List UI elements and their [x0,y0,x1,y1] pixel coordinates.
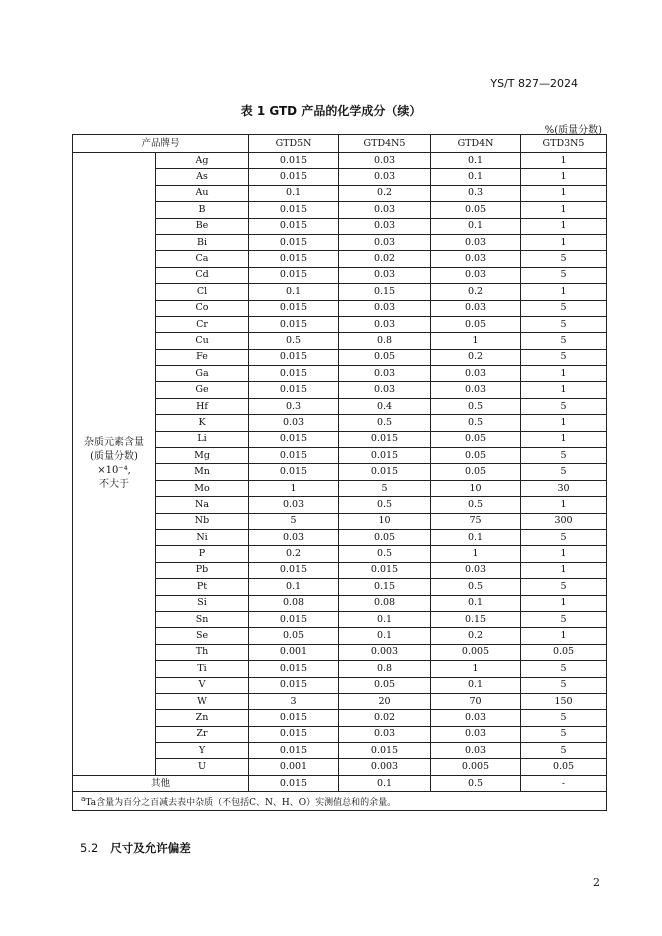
grade-header: GTD4N [431,135,521,153]
value-cell: 0.015 [249,677,339,693]
element-cell: As [156,169,249,185]
value-cell: 0.2 [249,546,339,562]
value-cell: 0.03 [431,234,521,250]
value-cell: 0.015 [249,710,339,726]
value-cell: 5 [521,726,607,742]
value-cell: 0.15 [339,579,431,595]
value-cell: 0.05 [431,431,521,447]
value-cell: 0.1 [431,677,521,693]
element-cell: W [156,693,249,709]
value-cell: 0.05 [431,448,521,464]
value-cell: 0.015 [249,431,339,447]
value-cell: 0.015 [249,234,339,250]
element-cell: K [156,415,249,431]
element-cell: Ga [156,366,249,382]
value-cell: 20 [339,693,431,709]
element-cell: Ge [156,382,249,398]
value-cell: 1 [431,546,521,562]
header-label: 产品牌号 [73,135,249,153]
value-cell: 5 [521,267,607,283]
value-cell: 1 [521,153,607,169]
value-cell: 0.03 [339,300,431,316]
impurity-group-label [73,153,156,776]
table-row [73,775,607,791]
value-cell: 0.015 [249,267,339,283]
unit-note: %(质量分数) [544,125,602,136]
value-cell: 5 [521,349,607,365]
value-cell: 0.2 [339,185,431,201]
value-cell: 0.03 [249,415,339,431]
value-cell: 0.015 [249,562,339,578]
element-cell: Li [156,431,249,447]
value-cell: 5 [339,480,431,496]
value-cell: 5 [521,448,607,464]
value-cell: 5 [521,579,607,595]
value-cell: 0.03 [431,366,521,382]
value-cell: 0.08 [249,595,339,611]
footnote-row [73,792,607,811]
group-label-line: 不大于 [99,478,129,490]
value-cell: 0.03 [339,267,431,283]
element-cell: Pb [156,562,249,578]
value-cell: 0.03 [339,153,431,169]
grade-header: GTD3N5 [521,135,607,153]
value-cell: 5 [249,513,339,529]
value-cell: 0.015 [249,382,339,398]
value-cell: 0.05 [521,759,607,775]
value-cell: 0.005 [431,759,521,775]
value-cell: 0.5 [431,497,521,513]
value-cell: 0.05 [431,464,521,480]
value-cell: 0.03 [339,366,431,382]
value-cell: 5 [521,743,607,759]
value-cell: 0.015 [249,300,339,316]
value-cell: 5 [521,710,607,726]
value-cell: 0.5 [249,333,339,349]
element-cell: Mn [156,464,249,480]
element-cell: Na [156,497,249,513]
value-cell: 0.15 [339,284,431,300]
value-cell: 0.2 [431,628,521,644]
value-cell: 0.003 [339,759,431,775]
section-number: 5.2 [80,841,99,855]
value-cell: 0.03 [431,743,521,759]
value-cell: 0.03 [431,267,521,283]
group-label-line: 杂质元素含量 [84,436,144,448]
value-cell: 0.03 [431,710,521,726]
value-cell: 5 [521,398,607,414]
value-cell: 1 [521,284,607,300]
value-cell: 0.1 [249,185,339,201]
value-cell: 0.03 [339,218,431,234]
value-cell: 1 [431,333,521,349]
value-cell: 1 [521,431,607,447]
value-cell: 150 [521,693,607,709]
element-cell: P [156,546,249,562]
value-cell: 0.03 [339,234,431,250]
element-cell: B [156,202,249,218]
value-cell: 0.03 [431,726,521,742]
value-cell: 5 [521,677,607,693]
value-cell: 0.015 [249,169,339,185]
element-cell: U [156,759,249,775]
value-cell: 0.1 [339,775,431,791]
element-cell: Zn [156,710,249,726]
value-cell: 0.015 [249,611,339,627]
value-cell: 1 [521,415,607,431]
value-cell: 0.03 [431,562,521,578]
value-cell: 0.3 [431,185,521,201]
value-cell: 0.1 [431,595,521,611]
value-cell: 0.5 [431,579,521,595]
value-cell: 5 [521,333,607,349]
value-cell: 0.5 [431,775,521,791]
element-cell: Cu [156,333,249,349]
value-cell: 0.015 [249,202,339,218]
value-cell: 0.005 [431,644,521,660]
value-cell: 0.015 [249,153,339,169]
value-cell: 0.03 [431,382,521,398]
value-cell: 0.03 [431,251,521,267]
value-cell: 0.001 [249,644,339,660]
value-cell: 0.4 [339,398,431,414]
element-cell: Cd [156,267,249,283]
element-cell: Si [156,595,249,611]
value-cell: 0.1 [431,529,521,545]
element-cell: Cr [156,316,249,332]
value-cell: 1 [521,169,607,185]
value-cell: 30 [521,480,607,496]
element-cell: Fe [156,349,249,365]
value-cell: 5 [521,529,607,545]
value-cell: 0.2 [431,349,521,365]
value-cell: 0.03 [339,726,431,742]
value-cell: 0.08 [339,595,431,611]
value-cell: 1 [521,497,607,513]
value-cell: 0.1 [249,579,339,595]
element-cell: Nb [156,513,249,529]
standard-code: YS/T 827—2024 [490,77,578,90]
element-cell: Au [156,185,249,201]
element-cell: Se [156,628,249,644]
grade-header: GTD4N5 [339,135,431,153]
value-cell: 0.5 [339,546,431,562]
value-cell: 75 [431,513,521,529]
value-cell: 1 [521,202,607,218]
value-cell: 0.5 [431,415,521,431]
value-cell: 1 [431,661,521,677]
value-cell: 0.1 [431,153,521,169]
footnote-marker: a [81,794,86,804]
value-cell: 0.03 [339,382,431,398]
value-cell: 0.015 [249,349,339,365]
value-cell: 0.1 [339,611,431,627]
value-cell: 0.015 [249,251,339,267]
value-cell: 5 [521,300,607,316]
group-label-line: ×10⁻⁴, [97,464,131,476]
footnote-cell [73,792,607,811]
value-cell: 0.2 [431,284,521,300]
value-cell: 1 [249,480,339,496]
table-body [73,153,607,811]
value-cell: 0.015 [249,726,339,742]
value-cell: 0.5 [431,398,521,414]
value-cell: 0.03 [249,529,339,545]
value-cell: 70 [431,693,521,709]
value-cell: 0.015 [339,562,431,578]
value-cell: 0.05 [339,529,431,545]
value-cell: 3 [249,693,339,709]
value-cell: 0.015 [339,743,431,759]
value-cell: 0.015 [339,431,431,447]
value-cell: 0.015 [249,775,339,791]
page-number: 2 [593,876,600,889]
value-cell: 0.05 [521,644,607,660]
value-cell: 1 [521,546,607,562]
value-cell: 0.05 [431,316,521,332]
value-cell: 0.015 [249,316,339,332]
value-cell: 0.02 [339,710,431,726]
element-cell: Be [156,218,249,234]
element-cell: Bi [156,234,249,250]
value-cell: 0.015 [249,448,339,464]
value-cell: 0.003 [339,644,431,660]
value-cell: 1 [521,562,607,578]
value-cell: 1 [521,218,607,234]
value-cell: 1 [521,595,607,611]
composition-table [72,134,607,811]
value-cell: 5 [521,611,607,627]
value-cell: 0.015 [339,464,431,480]
value-cell: 5 [521,464,607,480]
value-cell: 0.5 [339,497,431,513]
value-cell: 0.015 [249,464,339,480]
value-cell: 1 [521,628,607,644]
value-cell: 0.1 [431,169,521,185]
element-cell: 其他 [73,775,249,791]
value-cell: 0.1 [431,218,521,234]
value-cell: 5 [521,251,607,267]
value-cell: 0.015 [249,661,339,677]
value-cell: - [521,775,607,791]
element-cell: V [156,677,249,693]
value-cell: 1 [521,234,607,250]
group-label-line: (质量分数) [90,450,138,462]
value-cell: 0.3 [249,398,339,414]
value-cell: 0.05 [339,677,431,693]
value-cell: 0.03 [339,316,431,332]
value-cell: 300 [521,513,607,529]
value-cell: 0.02 [339,251,431,267]
value-cell: 0.015 [249,218,339,234]
element-cell: Sn [156,611,249,627]
element-cell: Cl [156,284,249,300]
table-row [73,153,607,169]
value-cell: 1 [521,185,607,201]
element-cell: Hf [156,398,249,414]
value-cell: 1 [521,366,607,382]
element-cell: Y [156,743,249,759]
grade-header: GTD5N [249,135,339,153]
value-cell: 0.15 [431,611,521,627]
value-cell: 0.03 [339,169,431,185]
section-heading [80,840,191,856]
value-cell: 0.1 [339,628,431,644]
value-cell: 0.05 [431,202,521,218]
element-cell: Ni [156,529,249,545]
value-cell: 10 [339,513,431,529]
value-cell: 0.05 [249,628,339,644]
value-cell: 0.015 [339,448,431,464]
table-title: 表 1 GTD 产品的化学成分（续） [240,104,422,118]
value-cell: 0.8 [339,661,431,677]
element-cell: Mg [156,448,249,464]
section-title: 尺寸及允许偏差 [110,841,191,855]
element-cell: Ti [156,661,249,677]
value-cell: 5 [521,316,607,332]
element-cell: Ag [156,153,249,169]
value-cell: 0.8 [339,333,431,349]
element-cell: Pt [156,579,249,595]
value-cell: 0.015 [249,366,339,382]
value-cell: 0.1 [249,284,339,300]
value-cell: 0.015 [249,743,339,759]
element-cell: Zr [156,726,249,742]
value-cell: 10 [431,480,521,496]
value-cell: 0.001 [249,759,339,775]
element-cell: Ca [156,251,249,267]
value-cell: 0.03 [249,497,339,513]
footnote-text: Ta含量为百分之百减去表中杂质（不包括C、N、H、O）实测值总和的余量。 [85,798,397,809]
value-cell: 0.03 [339,202,431,218]
table-header-row [73,135,607,153]
value-cell: 5 [521,661,607,677]
value-cell: 0.05 [339,349,431,365]
element-cell: Th [156,644,249,660]
value-cell: 0.5 [339,415,431,431]
element-cell: Mo [156,480,249,496]
element-cell: Co [156,300,249,316]
value-cell: 0.03 [431,300,521,316]
value-cell: 1 [521,382,607,398]
